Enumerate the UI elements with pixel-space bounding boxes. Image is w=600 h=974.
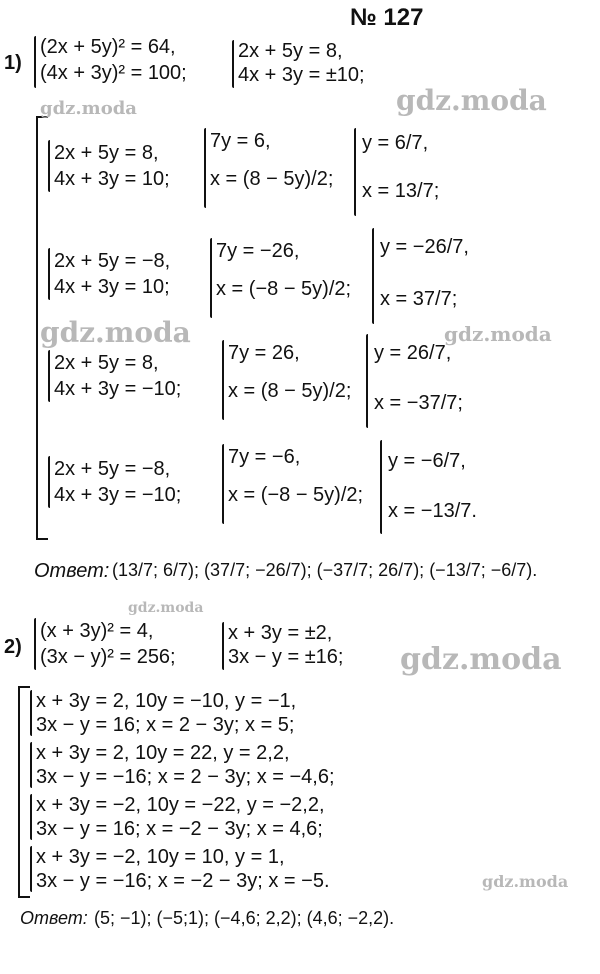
- equation: x = (8 − 5y)/2;: [210, 168, 334, 190]
- equation: 4x + 3y = 10;: [54, 168, 170, 190]
- equation: 2x + 5y = 8,: [238, 40, 343, 62]
- equation: x = (8 − 5y)/2;: [228, 380, 352, 402]
- equation: 4x + 3y = −10;: [54, 484, 182, 506]
- brace: [34, 618, 36, 670]
- watermark: gdz.moda: [396, 84, 547, 117]
- equation: 3x − y = −16; x = −2 − 3y; x = −5.: [36, 870, 330, 892]
- equation: 3x − y = ±16;: [228, 646, 344, 668]
- equation: x = (−8 − 5y)/2;: [228, 484, 364, 506]
- brace: [30, 690, 32, 736]
- answer: (13/7; 6/7); (37/7; −26/7); (−37/7; 26/7); (−13/7; −6/7).: [112, 560, 538, 580]
- equation: 7y = −6,: [228, 446, 301, 468]
- equation: y = 26/7,: [374, 342, 452, 364]
- equation: (3x − y)² = 256;: [40, 646, 176, 668]
- equation: 7y = 26,: [228, 342, 300, 364]
- equation: x + 3y = −2, 10y = 10, y = 1,: [36, 846, 285, 868]
- equation: 4x + 3y = 10;: [54, 276, 170, 298]
- brace: [210, 238, 212, 318]
- equation: x + 3y = 2, 10y = −10, y = −1,: [36, 690, 297, 712]
- equation: (x + 3y)² = 4,: [40, 620, 154, 642]
- equation: 3x − y = −16; x = 2 − 3y; x = −4,6;: [36, 766, 335, 788]
- brace: [222, 444, 224, 524]
- equation: x + 3y = ±2,: [228, 622, 333, 644]
- equation: x = 37/7;: [380, 288, 458, 310]
- watermark: gdz.moda: [40, 98, 137, 119]
- brace: [222, 622, 224, 670]
- answer-label: Ответ:: [20, 908, 88, 928]
- watermark: gdz.moda: [128, 600, 204, 616]
- brace: [354, 128, 356, 216]
- equation: x = −37/7;: [374, 392, 463, 414]
- equation: 7y = 6,: [210, 130, 271, 152]
- equation: 2x + 5y = −8,: [54, 250, 171, 272]
- equation: x = −13/7.: [388, 500, 477, 522]
- equation: x = 13/7;: [362, 180, 440, 202]
- equation: 4x + 3y = −10;: [54, 378, 182, 400]
- brace: [30, 794, 32, 840]
- brace: [30, 742, 32, 788]
- watermark: gdz.moda: [444, 322, 552, 346]
- equation: 3x − y = 16; x = −2 − 3y; x = 4,6;: [36, 818, 323, 840]
- equation: 2x + 5y = −8,: [54, 458, 171, 480]
- part1-number: 1): [4, 52, 22, 74]
- equation: x + 3y = 2, 10y = 22, y = 2,2,: [36, 742, 290, 764]
- equation: 2x + 5y = 8,: [54, 352, 159, 374]
- brace: [48, 456, 50, 508]
- page-title: № 127: [350, 4, 424, 31]
- equation: (2x + 5y)² = 64,: [40, 36, 176, 58]
- brace: [204, 128, 206, 208]
- brace: [48, 350, 50, 402]
- watermark: gdz.moda: [400, 642, 562, 677]
- equation: 3x − y = 16; x = 2 − 3y; x = 5;: [36, 714, 295, 736]
- brace: [222, 340, 224, 420]
- brace: [232, 40, 234, 88]
- equation: y = −6/7,: [388, 450, 466, 472]
- brace: [366, 334, 368, 428]
- equation: 7y = −26,: [216, 240, 300, 262]
- equation: (4x + 3y)² = 100;: [40, 62, 187, 84]
- brace: [380, 440, 382, 534]
- brace: [372, 228, 374, 324]
- equation: 4x + 3y = ±10;: [238, 64, 365, 86]
- equation: y = −26/7,: [380, 236, 469, 258]
- brace: [30, 846, 32, 892]
- answer: (5; −1); (−5;1); (−4,6; 2,2); (4,6; −2,2).: [94, 908, 395, 928]
- equation: y = 6/7,: [362, 132, 429, 154]
- equation: x + 3y = −2, 10y = −22, y = −2,2,: [36, 794, 325, 816]
- brace: [34, 36, 36, 88]
- part2-number: 2): [4, 636, 22, 658]
- brace: [48, 248, 50, 300]
- equation: 2x + 5y = 8,: [54, 142, 159, 164]
- watermark: gdz.moda: [40, 316, 191, 349]
- equation: x = (−8 − 5y)/2;: [216, 278, 352, 300]
- answer-label: Ответ:: [34, 560, 110, 582]
- watermark: gdz.moda: [482, 872, 569, 891]
- brace: [48, 140, 50, 192]
- bracket: [18, 686, 30, 898]
